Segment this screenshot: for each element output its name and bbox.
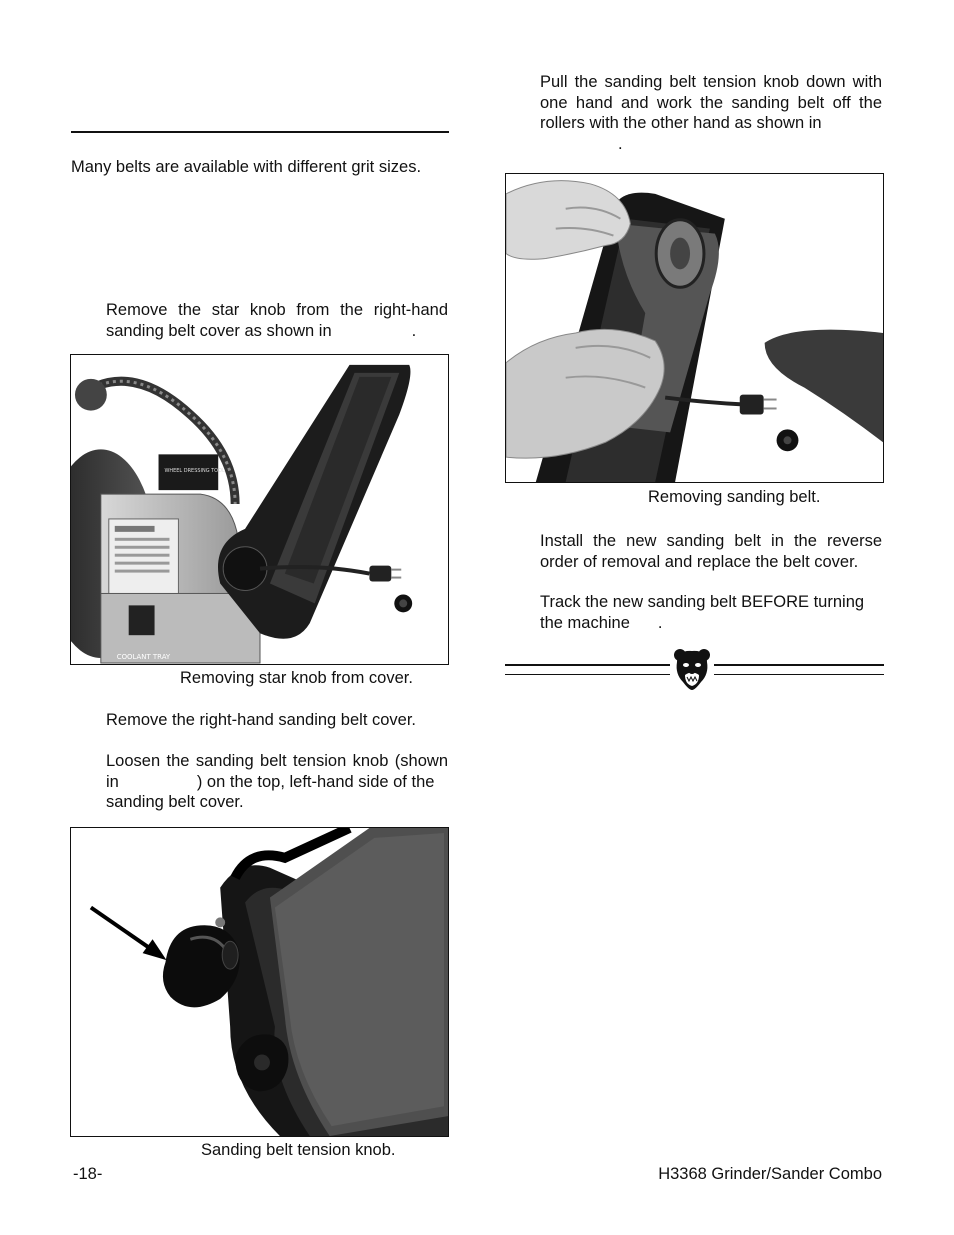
tension-knob-illustration bbox=[71, 828, 448, 1136]
divider-right-line-bottom bbox=[714, 674, 884, 675]
bear-head-logo-icon bbox=[673, 648, 711, 692]
step-2-text: Remove the right-hand sanding belt cover. bbox=[106, 711, 417, 729]
product-name: H3368 Grinder/Sander Combo bbox=[658, 1165, 882, 1183]
page-number: -18- bbox=[73, 1165, 103, 1183]
figure-1-photo bbox=[70, 354, 449, 665]
divider-right-line-top bbox=[714, 664, 884, 666]
step-1-text: Remove the star knob from the right-hand sanding belt cover as shown in . bbox=[106, 301, 448, 340]
step-4-text: Pull the sanding belt tension knob down with one hand and work the sanding belt off the rollers with the other hand as shown in . bbox=[540, 73, 882, 153]
divider-left-line-bottom bbox=[505, 674, 670, 675]
grinder-sander-illustration bbox=[71, 355, 448, 664]
figure-3-caption: Removing sanding belt. bbox=[648, 488, 821, 506]
figure-2-photo bbox=[70, 827, 449, 1137]
divider-left-line-top bbox=[505, 664, 670, 666]
removing-belt-illustration bbox=[506, 174, 883, 482]
step-3-text: Loosen the sanding belt tension knob (shown in ) on the top, left-hand side of the sanding belt cover. bbox=[106, 752, 448, 811]
intro-text: Many belts are available with different grit sizes. bbox=[71, 158, 422, 176]
step-5-text: Install the new sanding belt in the reverse order of removal and replace the belt cover. bbox=[540, 532, 882, 571]
section-rule-left bbox=[71, 131, 449, 133]
figure-1-caption: Removing star knob from cover. bbox=[180, 669, 413, 687]
coolant-tray-label: COOLANT TRAY bbox=[116, 653, 171, 662]
dressing-tool-label: WHEEL DRESSING TOOL bbox=[164, 468, 225, 475]
figure-3-photo bbox=[505, 173, 884, 483]
step-6-text: Track the new sanding belt BEFORE turning the machine . bbox=[540, 593, 865, 632]
figure-2-caption: Sanding belt tension knob. bbox=[201, 1141, 396, 1159]
